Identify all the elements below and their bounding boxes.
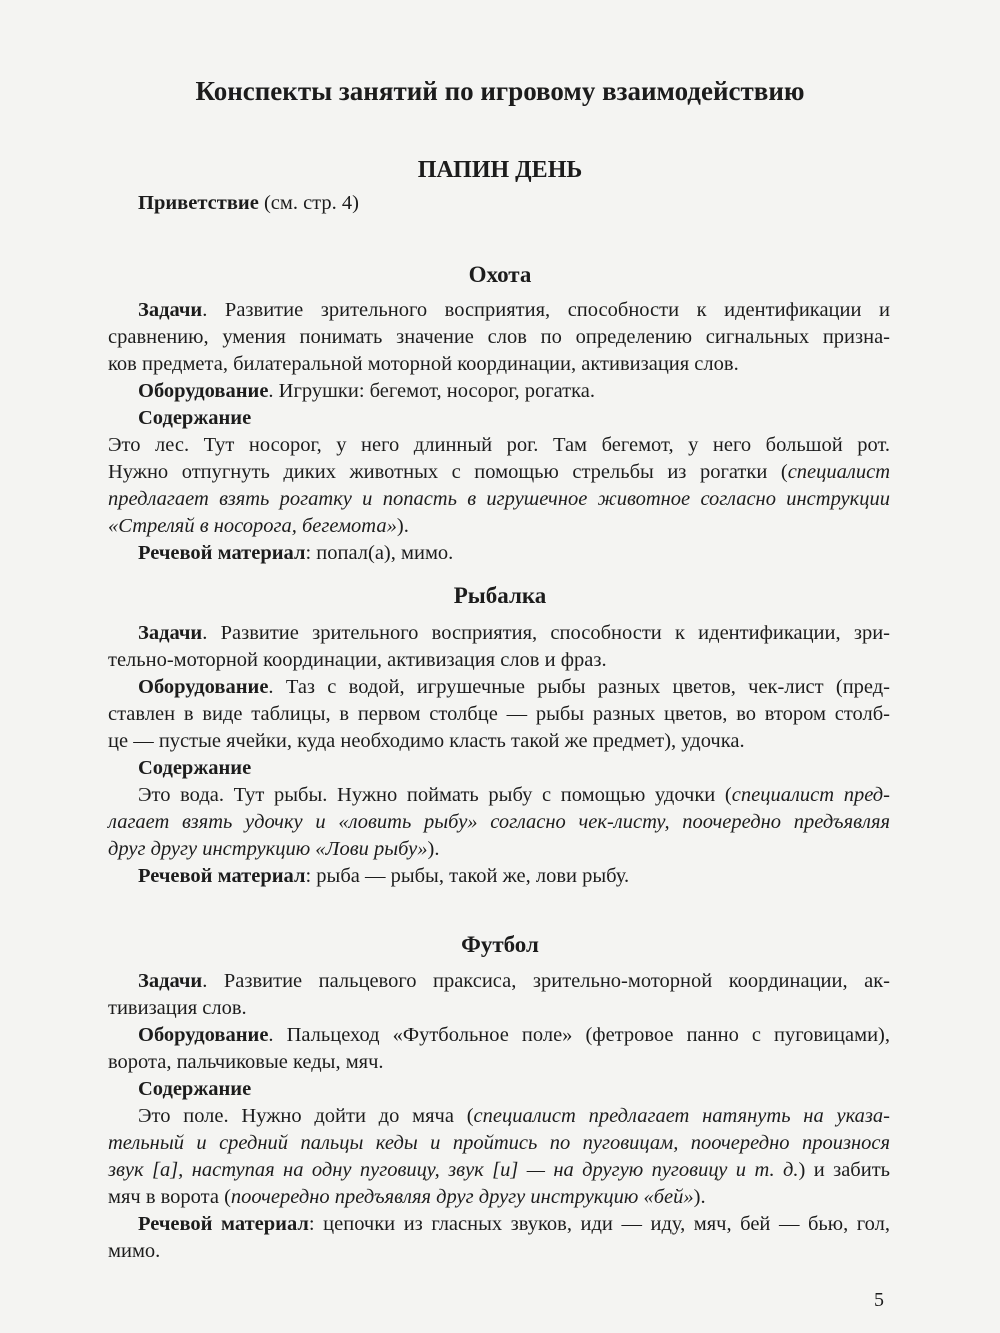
- tasks-label: Задачи: [138, 970, 203, 992]
- equipment-label: Оборудование: [138, 676, 269, 698]
- hunt-content-italic: «Стреляй в носорога, бегемота»: [108, 515, 397, 537]
- hunt-speech-line: [138, 540, 890, 567]
- hunt-tasks-line-3: ков предмета, билатеральной моторной координации, активизация слов.: [108, 353, 739, 375]
- football-speech-text: : цепочки из гласных звуков, иди — иду, мяч, бей — бью, гол,: [308, 1213, 890, 1235]
- section-title-hunt: Охота: [468, 262, 532, 287]
- fishing-speech-text: : рыба — рыбы, такой же, лови рыбу.: [305, 865, 630, 887]
- hunt-content-text: ).: [396, 515, 409, 537]
- greeting-label: Приветствие: [138, 192, 259, 214]
- football-speech-line-2: мимо.: [108, 1240, 161, 1262]
- football-content-text: мяч в ворота (: [108, 1186, 231, 1208]
- football-equipment-line-1: [138, 1022, 890, 1049]
- hunt-content-label: [138, 405, 890, 432]
- hunt-content-text: Нужно отпугнуть диких животных с помощью стрельбы из рогатки (: [108, 461, 788, 483]
- fishing-content-text: Это вода. Тут рыбы. Нужно поймать рыбу с помощью удочки (: [138, 784, 732, 806]
- hunt-content-line-3: [108, 486, 890, 513]
- football-content-italic: звук [а], наступая на одну пуговицу, звук [и] — на другую пуговицу и т. д.: [108, 1159, 799, 1181]
- football-content-line-2: [108, 1130, 890, 1157]
- fishing-equipment-line-1: [138, 674, 890, 701]
- fishing-content-line-2: [108, 809, 890, 836]
- fishing-content-italic: друг другу инструкцию «Лови рыбу»: [108, 838, 428, 860]
- section-title-fishing: Рыбалка: [453, 583, 547, 608]
- equipment-label: Оборудование: [138, 380, 269, 402]
- football-content-italic: специалист предлагает натянуть на указа-: [473, 1105, 890, 1127]
- football-tasks-line-2: тивизация слов.: [108, 997, 247, 1019]
- content-label: Содержание: [138, 1078, 252, 1100]
- football-content-line-3: [108, 1157, 890, 1184]
- hunt-speech-text: : попал(а), мимо.: [305, 542, 454, 564]
- fishing-content-italic: лагает взять удочку и «ловить рыбу» согласно чек-листу, поочередно предъявляя: [108, 811, 890, 833]
- fishing-speech-line: [138, 863, 890, 890]
- document-title: Конспекты занятий по игровому взаимодействию: [195, 76, 805, 106]
- football-equipment-text: . Пальцеход «Футбольное поле» (фетровое панно с пуговицами),: [268, 1024, 890, 1046]
- equipment-label: Оборудование: [138, 1024, 269, 1046]
- football-tasks-line-1: [138, 968, 890, 995]
- fishing-content-label: [138, 755, 890, 782]
- fishing-equipment-line-2: ставлен в виде таблицы, в первом столбце — рыбы разных цветов, во втором столб-: [108, 703, 890, 725]
- fishing-content-text: ).: [427, 838, 440, 860]
- fishing-tasks-line-2: тельно-моторной координации, активизация слов и фраз.: [108, 649, 607, 671]
- football-content-label: [138, 1076, 890, 1103]
- football-speech-line-1: [138, 1211, 890, 1238]
- hunt-equipment-line: [138, 378, 890, 405]
- hunt-tasks-line-1: [138, 297, 890, 324]
- speech-label: Речевой материал: [138, 542, 306, 564]
- hunt-content-line-1: Это лес. Тут носорог, у него длинный рог. Там бегемот, у него большой рот.: [108, 434, 890, 456]
- hunt-tasks-text: . Развитие зрительного восприятия, способности к идентификации и: [202, 299, 890, 321]
- football-content-text: ).: [693, 1186, 706, 1208]
- hunt-content-line-2: [108, 459, 890, 486]
- speech-label: Речевой материал: [138, 1213, 309, 1235]
- tasks-label: Задачи: [138, 299, 203, 321]
- fishing-tasks-line-1: [138, 620, 890, 647]
- football-tasks-text: . Развитие пальцевого праксиса, зрительно-моторной координации, ак-: [202, 970, 890, 992]
- hunt-content-line-4: [108, 513, 890, 540]
- fishing-equipment-text: . Таз с водой, игрушечные рыбы разных цветов, чек-лист (пред-: [268, 676, 890, 698]
- fishing-content-italic: специалист пред-: [731, 784, 891, 806]
- fishing-content-line-3: [108, 836, 890, 863]
- page-number: 5: [874, 1289, 884, 1311]
- football-content-text: Это поле. Нужно дойти до мяча (: [138, 1105, 474, 1127]
- football-content-line-4: [108, 1184, 890, 1211]
- fishing-content-line-1: [138, 782, 890, 809]
- hunt-content-italic: предлагает взять рогатку и попасть в игрушечное животное согласно инструкции: [108, 488, 890, 510]
- football-content-italic: тельный и средний пальцы кеды и пройтись по пуговицам, поочередно произнося: [108, 1132, 890, 1154]
- greeting-line: [138, 190, 890, 217]
- tasks-label: Задачи: [138, 622, 203, 644]
- hunt-content-italic: специалист: [787, 461, 890, 483]
- football-equipment-line-2: ворота, пальчиковые кеды, мяч.: [108, 1051, 384, 1073]
- section-title-football: Футбол: [461, 932, 539, 957]
- content-label: Содержание: [138, 757, 252, 779]
- football-content-italic: поочередно предъявляя друг другу инструкцию «бей»: [230, 1186, 694, 1208]
- greeting-text: (см. стр. 4): [258, 192, 359, 214]
- speech-label: Речевой материал: [138, 865, 306, 887]
- football-content-text: ) и забить: [798, 1159, 891, 1181]
- content-label: Содержание: [138, 407, 252, 429]
- football-content-line-1: [138, 1103, 890, 1130]
- hunt-tasks-line-2: сравнению, умения понимать значение слов по определению сигнальных призна-: [108, 326, 890, 348]
- fishing-tasks-text: . Развитие зрительного восприятия, способности к идентификации, зри-: [202, 622, 890, 644]
- hunt-equipment-text: . Игрушки: бегемот, носорог, рогатка.: [268, 380, 596, 402]
- fishing-equipment-line-3: це — пустые ячейки, куда необходимо класть такой же предмет), удочка.: [108, 730, 745, 752]
- chapter-title: ПАПИН ДЕНЬ: [417, 157, 583, 183]
